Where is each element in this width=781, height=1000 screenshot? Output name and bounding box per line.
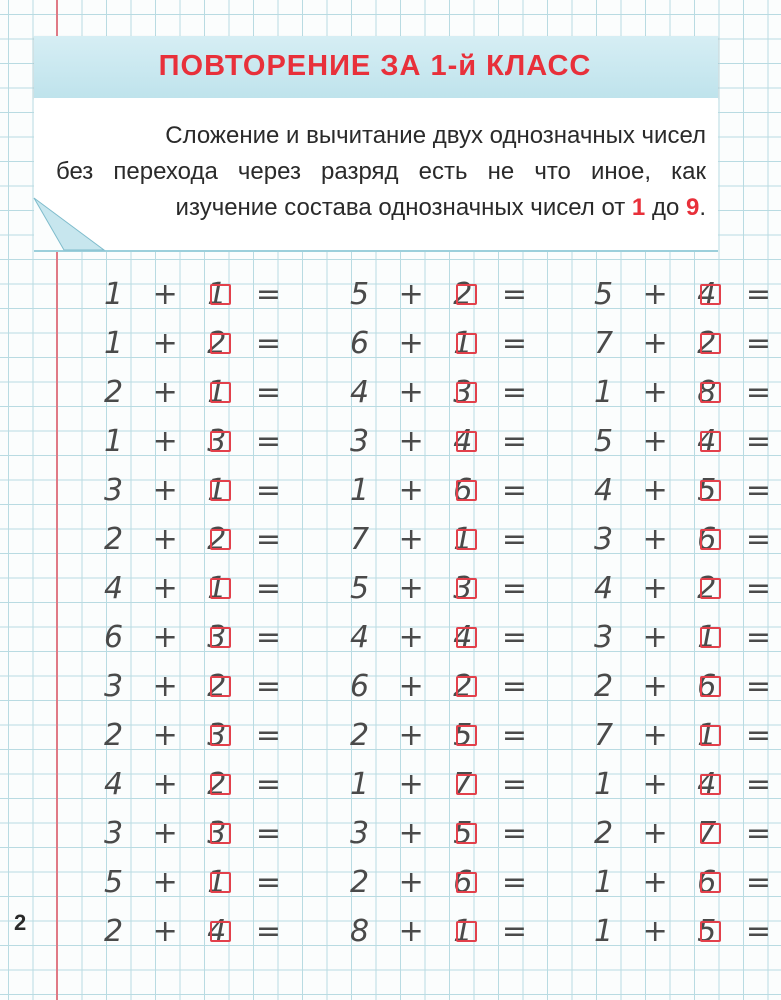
exercise-column-2 (350, 270, 538, 956)
answer-box[interactable] (456, 627, 477, 648)
answer-box[interactable] (700, 284, 721, 305)
answer-box[interactable] (700, 480, 721, 501)
answer-box[interactable] (210, 676, 231, 697)
exercise-row (104, 662, 292, 711)
exercise-expression: 1 + 3 = (104, 424, 292, 459)
answer-box[interactable] (456, 284, 477, 305)
exercise-row (594, 809, 781, 858)
answer-box[interactable] (210, 774, 231, 795)
exercise-row (104, 760, 292, 809)
exercise-row (350, 613, 538, 662)
note-number-to: 9 (685, 194, 700, 221)
exercise-expression: 3 + 2 = (104, 669, 292, 704)
exercise-expression: 2 + 5 = (350, 718, 538, 753)
page-title: ПОВТОРЕНИЕ ЗА 1-й КЛАСС (158, 50, 592, 82)
answer-box[interactable] (210, 333, 231, 354)
answer-box[interactable] (700, 872, 721, 893)
answer-box[interactable] (700, 529, 721, 550)
exercise-row (104, 466, 292, 515)
exercise-expression: 1 + 1 = (104, 277, 292, 312)
answer-box[interactable] (700, 382, 721, 403)
exercise-expression: 7 + 1 = (350, 522, 538, 557)
note-line-2: без перехода через разряд есть не что иное, как (56, 158, 706, 185)
answer-box[interactable] (456, 676, 477, 697)
exercise-expression: 4 + 5 = (594, 473, 781, 508)
exercise-expression: 1 + 5 = (594, 914, 781, 949)
exercise-row (594, 515, 781, 564)
exercise-expression: 1 + 2 = (104, 326, 292, 361)
answer-box[interactable] (210, 431, 231, 452)
exercise-expression: 5 + 1 = (104, 865, 292, 900)
answer-box[interactable] (456, 774, 477, 795)
page-number: 2 (14, 910, 27, 935)
answer-box[interactable] (700, 774, 721, 795)
exercise-expression: 2 + 4 = (104, 914, 292, 949)
answer-box[interactable] (456, 872, 477, 893)
exercise-row (594, 760, 781, 809)
exercise-expression: 5 + 4 = (594, 424, 781, 459)
exercise-expression: 1 + 8 = (594, 375, 781, 410)
exercise-row (594, 613, 781, 662)
answer-box[interactable] (700, 627, 721, 648)
answer-box[interactable] (456, 823, 477, 844)
exercise-row (350, 711, 538, 760)
note-line-3 (56, 190, 706, 226)
exercise-expression: 4 + 2 = (594, 571, 781, 606)
exercise-expression: 3 + 3 = (104, 816, 292, 851)
note-line-3-mid: до (645, 194, 686, 221)
answer-box[interactable] (456, 382, 477, 403)
answer-box[interactable] (210, 823, 231, 844)
answer-box[interactable] (456, 578, 477, 599)
exercise-expression: 6 + 3 = (104, 620, 292, 655)
exercise-row (594, 417, 781, 466)
answer-box[interactable] (700, 823, 721, 844)
exercise-row (104, 270, 292, 319)
answer-box[interactable] (210, 725, 231, 746)
exercise-row (594, 319, 781, 368)
answer-box[interactable] (210, 627, 231, 648)
answer-box[interactable] (700, 725, 721, 746)
answer-box[interactable] (456, 480, 477, 501)
exercise-row (594, 466, 781, 515)
answer-box[interactable] (700, 578, 721, 599)
exercise-row (350, 907, 538, 956)
answer-box[interactable] (210, 284, 231, 305)
exercise-row (350, 809, 538, 858)
exercise-row (104, 613, 292, 662)
answer-box[interactable] (210, 578, 231, 599)
answer-box[interactable] (210, 921, 231, 942)
exercise-row (350, 319, 538, 368)
note-line-3-text: изучение состава однозначных чисел от (175, 194, 632, 221)
exercise-column-1 (104, 270, 292, 956)
exercise-expression: 2 + 1 = (104, 375, 292, 410)
exercise-row (104, 809, 292, 858)
exercise-expression: 3 + 5 = (350, 816, 538, 851)
exercise-row (350, 760, 538, 809)
exercise-expression: 3 + 1 = (594, 620, 781, 655)
answer-box[interactable] (700, 921, 721, 942)
exercise-row (104, 319, 292, 368)
exercise-row (350, 662, 538, 711)
exercise-expression: 3 + 4 = (350, 424, 538, 459)
answer-box[interactable] (210, 382, 231, 403)
exercise-row (104, 564, 292, 613)
exercise-expression: 3 + 6 = (594, 522, 781, 557)
exercise-row (350, 515, 538, 564)
exercise-expression: 1 + 4 = (594, 767, 781, 802)
answer-box[interactable] (456, 725, 477, 746)
note-line-3-end: . (699, 194, 706, 221)
exercise-expression: 2 + 6 = (350, 865, 538, 900)
answer-box[interactable] (210, 529, 231, 550)
exercise-row (104, 515, 292, 564)
exercise-row (594, 368, 781, 417)
exercise-row (594, 564, 781, 613)
exercise-row (104, 417, 292, 466)
exercise-expression: 5 + 2 = (350, 277, 538, 312)
exercise-expression: 7 + 1 = (594, 718, 781, 753)
exercise-row (594, 907, 781, 956)
exercise-expression: 2 + 6 = (594, 669, 781, 704)
exercise-row (350, 368, 538, 417)
exercise-expression: 4 + 2 = (104, 767, 292, 802)
exercise-row (104, 858, 292, 907)
exercise-expression: 4 + 4 = (350, 620, 538, 655)
exercise-row (594, 270, 781, 319)
exercise-row (104, 368, 292, 417)
rule-note-text (56, 118, 706, 226)
exercise-expression: 1 + 6 = (350, 473, 538, 508)
answer-box[interactable] (456, 333, 477, 354)
exercise-row (594, 662, 781, 711)
exercise-expression: 2 + 3 = (104, 718, 292, 753)
exercise-expression: 6 + 1 = (350, 326, 538, 361)
exercise-row (350, 270, 538, 319)
exercise-row (594, 858, 781, 907)
answer-box[interactable] (210, 480, 231, 501)
note-line-1: Сложение и вычитание двух однозначных чисел (165, 122, 706, 149)
answer-box[interactable] (700, 676, 721, 697)
answer-box[interactable] (456, 529, 477, 550)
answer-box[interactable] (210, 872, 231, 893)
exercise-expression: 2 + 2 = (104, 522, 292, 557)
exercise-expression: 4 + 1 = (104, 571, 292, 606)
note-number-from: 1 (631, 194, 646, 221)
exercise-column-3 (594, 270, 781, 956)
exercise-expression: 6 + 2 = (350, 669, 538, 704)
exercise-row (594, 711, 781, 760)
answer-box[interactable] (456, 921, 477, 942)
exercise-expression: 1 + 7 = (350, 767, 538, 802)
exercise-row (350, 858, 538, 907)
exercise-row (104, 907, 292, 956)
exercise-row (104, 711, 292, 760)
exercise-expression: 5 + 3 = (350, 571, 538, 606)
exercise-expression: 2 + 7 = (594, 816, 781, 851)
exercise-expression: 5 + 4 = (594, 277, 781, 312)
exercise-expression: 3 + 1 = (104, 473, 292, 508)
answer-box[interactable] (456, 431, 477, 452)
exercise-expression: 1 + 6 = (594, 865, 781, 900)
exercise-expression: 8 + 1 = (350, 914, 538, 949)
exercise-row (350, 417, 538, 466)
exercise-expression: 4 + 3 = (350, 375, 538, 410)
exercise-expression: 7 + 2 = (594, 326, 781, 361)
answer-box[interactable] (700, 431, 721, 452)
exercise-row (350, 466, 538, 515)
answer-box[interactable] (700, 333, 721, 354)
exercise-row (350, 564, 538, 613)
